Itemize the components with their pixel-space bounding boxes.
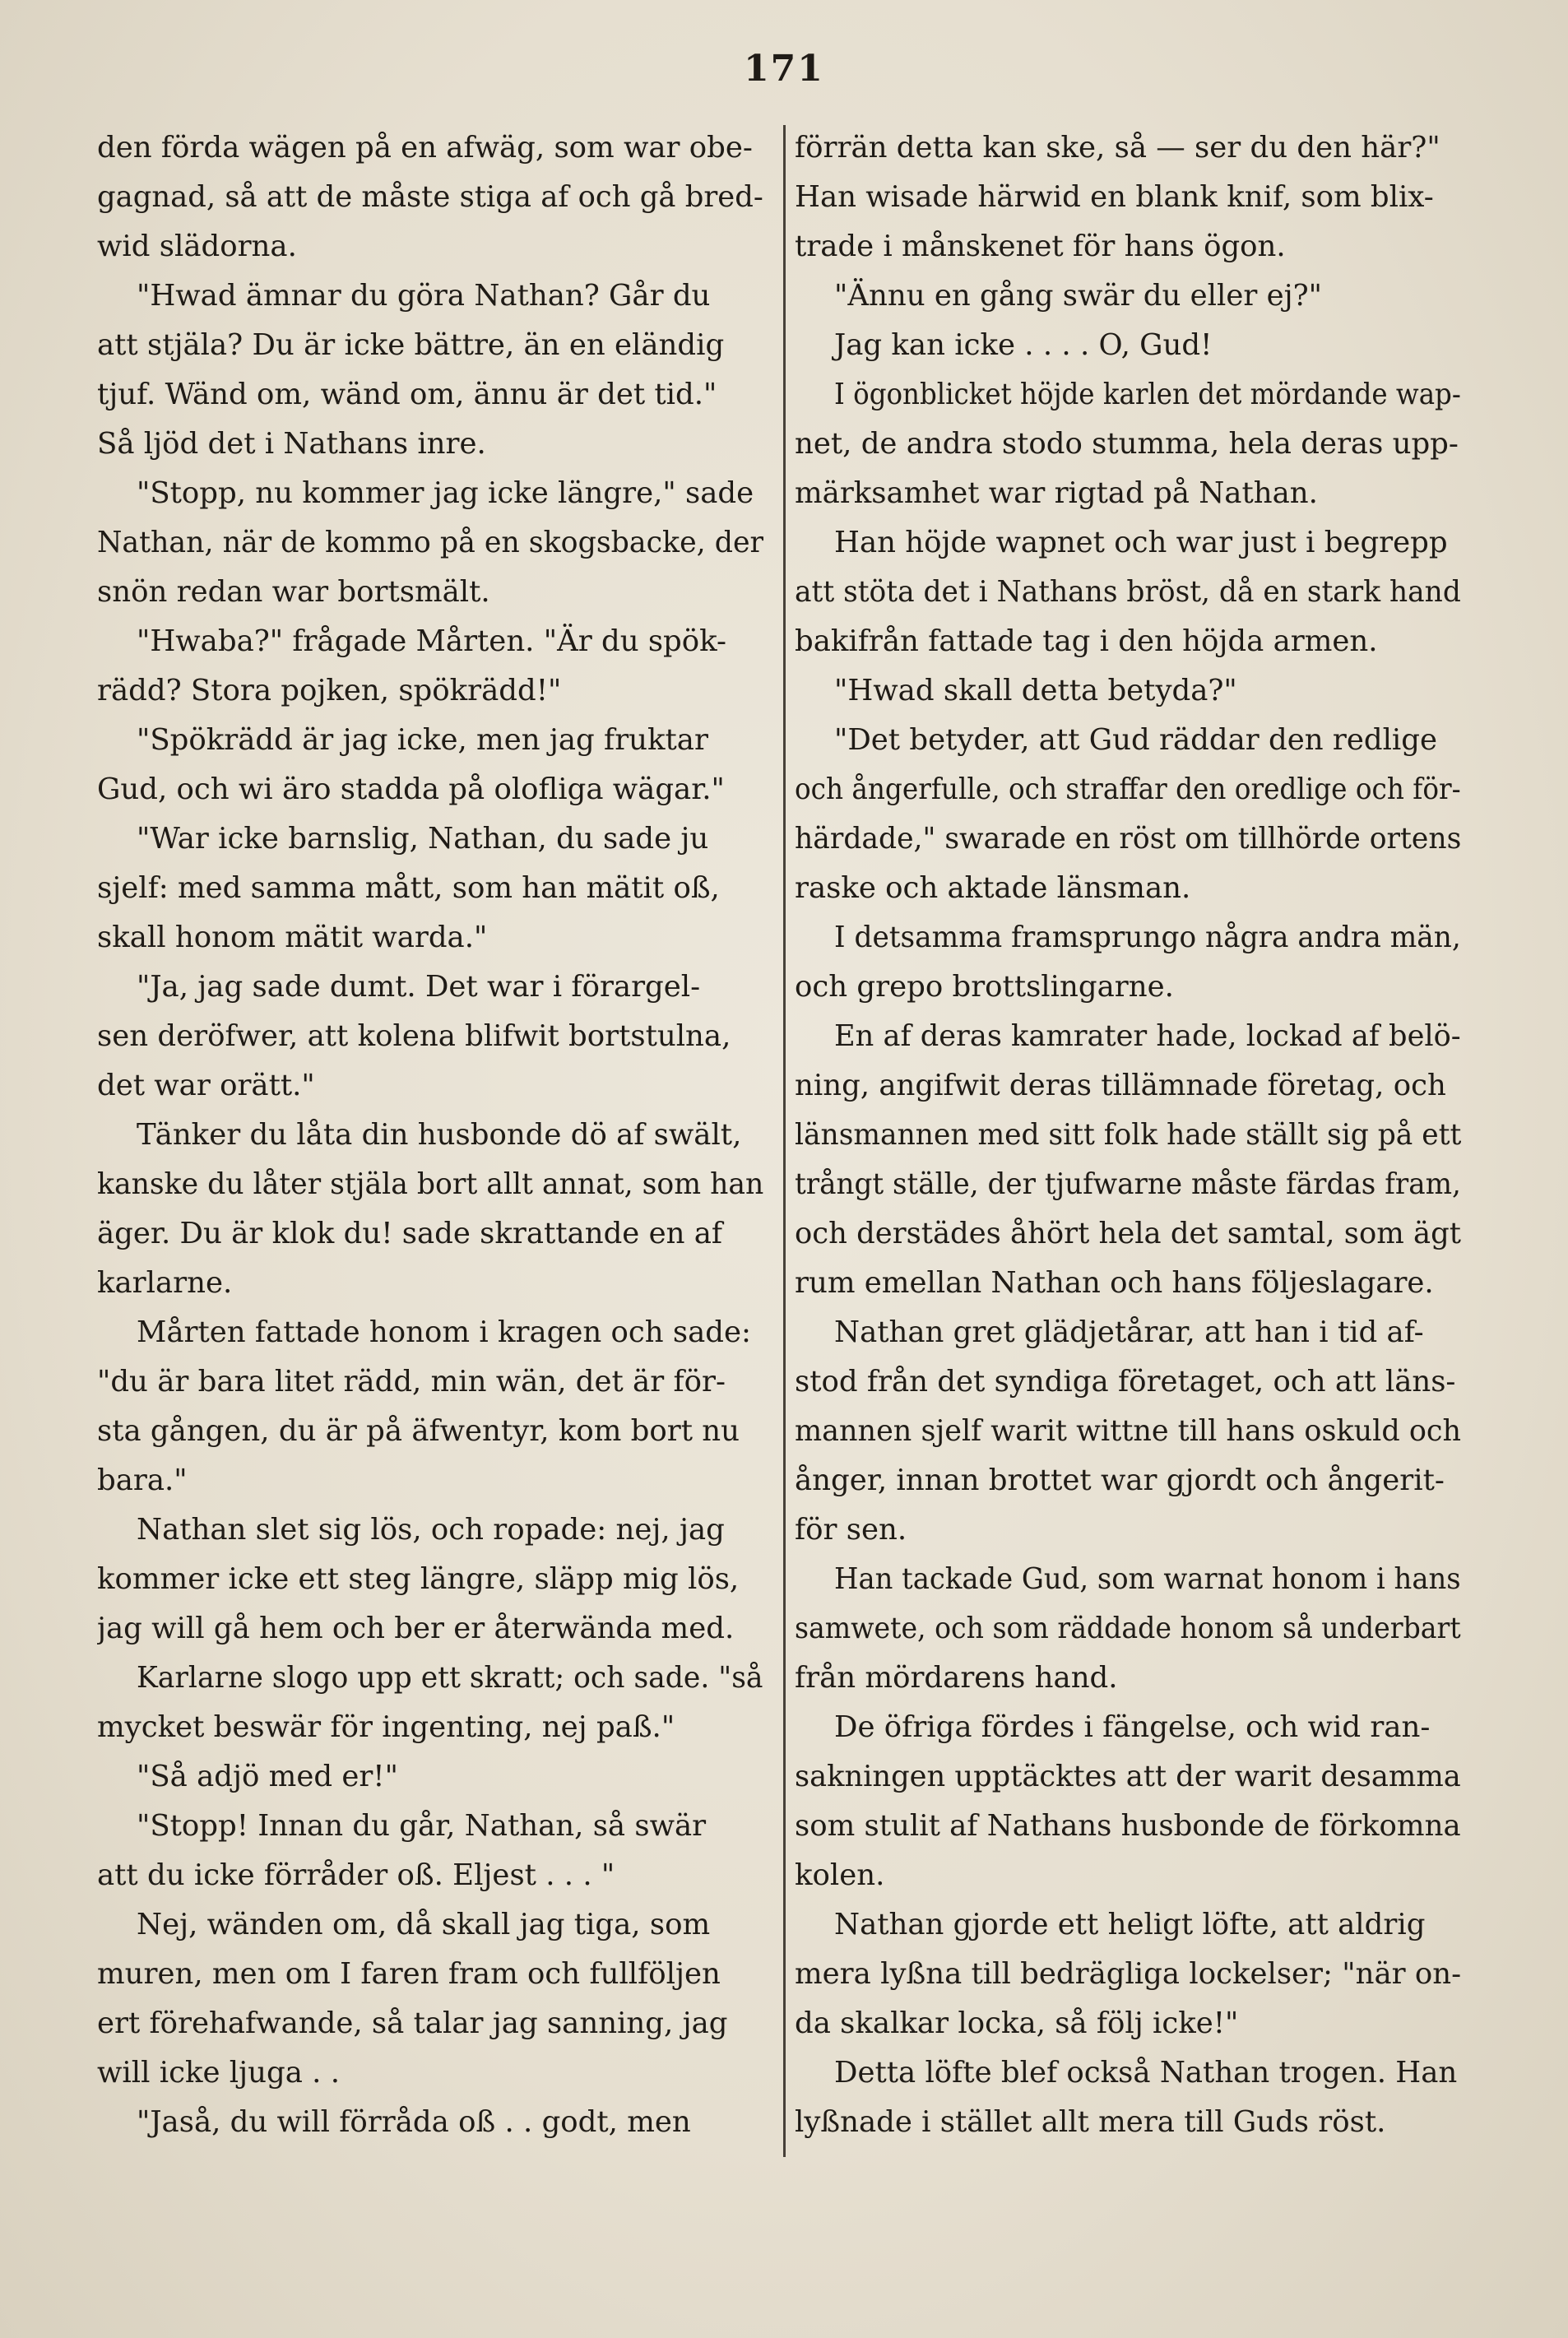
text-line: "Ja, jag sade dumt. Det war i förargel- — [137, 970, 701, 1004]
text-line: sakningen upptäcktes att der warit desamma — [795, 1760, 1461, 1793]
text-line: bakifrån fattade tag i den höjda armen. — [795, 624, 1378, 658]
text-line: sen deröfwer, att kolena blifwit bortstulna, — [97, 1019, 731, 1053]
text-line: märksamhet war rigtad på Nathan. — [795, 476, 1318, 510]
text-line: kanske du låter stjäla bort allt annat, som han — [97, 1167, 763, 1201]
text-line: stod från det syndiga företaget, och att läns- — [795, 1365, 1456, 1399]
text-line: En af deras kamrater hade, lockad af belö- — [834, 1019, 1461, 1053]
text-line: Nathan gjorde ett heligt löfte, att aldrig — [834, 1908, 1426, 1941]
text-line: Karlarne slogo upp ett skratt; och sade. "så — [137, 1661, 763, 1695]
text-line: snön redan war bortsmält. — [97, 575, 490, 609]
text-line: den förda wägen på en afwäg, som war obe- — [97, 131, 753, 165]
text-line: Mårten fattade honom i kragen och sade: — [137, 1315, 751, 1349]
text-line: "Hwad ämnar du göra Nathan? Går du — [137, 279, 711, 313]
text-line: "du är bara litet rädd, min wän, det är för- — [97, 1365, 726, 1399]
text-line: Nathan gret glädjetårar, att han i tid af- — [834, 1315, 1424, 1349]
text-line: ånger, innan brottet war gjordt och ångerit- — [795, 1464, 1445, 1497]
text-line: "Hwaba?" frågade Mårten. "Är du spök- — [137, 624, 727, 658]
text-line: rädd? Stora pojken, spökrädd!" — [97, 674, 562, 707]
text-line: Gud, och wi äro stadda på olofliga wägar." — [97, 772, 725, 806]
text-line: ning, angifwit deras tillämnade företag, och — [795, 1069, 1446, 1102]
text-line: trångt ställe, der tjufwarne måste färdas fram, — [795, 1167, 1461, 1201]
text-line: Tänker du låta din husbonde dö af swält, — [137, 1118, 742, 1152]
text-line: och ångerfulle, och straffar den oredlige och för- — [795, 772, 1461, 806]
text-line: wid slädorna. — [97, 230, 297, 263]
text-line: från mördarens hand. — [795, 1661, 1118, 1695]
text-line: ert förehafwande, så talar jag sanning, jag — [97, 2006, 728, 2040]
text-line: sjelf: med samma mått, som han mätit oß, — [97, 871, 720, 905]
text-line: raske och aktade länsman. — [795, 871, 1191, 905]
text-line: för sen. — [795, 1513, 907, 1547]
right-text-column — [795, 123, 1461, 2147]
text-line: "War icke barnslig, Nathan, du sade ju — [137, 822, 709, 856]
text-line: Han höjde wapnet och war just i begrepp — [834, 526, 1448, 559]
text-line: att stjäla? Du är icke bättre, än en eländig — [97, 328, 725, 362]
text-line: samwete, och som räddade honom så underbart — [795, 1612, 1461, 1645]
text-line: rum emellan Nathan och hans följeslagare. — [795, 1266, 1434, 1300]
text-line: Detta löfte blef också Nathan trogen. Han — [834, 2056, 1458, 2090]
page-number: 171 — [744, 48, 824, 90]
text-line: "Stopp! Innan du går, Nathan, så swär — [137, 1809, 707, 1843]
text-line: I ögonblicket höjde karlen det mördande wap- — [834, 378, 1461, 411]
text-line: De öfriga fördes i fängelse, och wid ran- — [834, 1710, 1431, 1744]
text-line: "Ännu en gång swär du eller ej?" — [834, 279, 1323, 313]
text-line: "Spökrädd är jag icke, men jag fruktar — [137, 723, 708, 757]
text-line: och derstädes åhört hela det samtal, som ägt — [795, 1217, 1461, 1250]
text-line: sta gången, du är på äfwentyr, kom bort nu — [97, 1414, 740, 1448]
text-line: länsmannen med sitt folk hade ställt sig på ett — [795, 1118, 1461, 1152]
text-line: lyßnade i stället allt mera till Guds röst. — [795, 2105, 1386, 2139]
text-line: kommer icke ett steg längre, släpp mig lös, — [97, 1562, 740, 1596]
text-line: bara." — [97, 1464, 188, 1497]
text-line: karlarne. — [97, 1266, 233, 1300]
text-line: I detsamma framsprungo några andra män, — [834, 921, 1461, 954]
text-line: Jag kan icke . . . . O, Gud! — [834, 328, 1213, 362]
text-line: Nathan slet sig lös, och ropade: nej, jag — [137, 1513, 725, 1547]
text-line: Nathan, när de kommo på en skogsbacke, der — [97, 526, 763, 559]
text-line: mycket beswär för ingenting, nej paß." — [97, 1710, 675, 1744]
text-line: att stöta det i Nathans bröst, då en stark hand — [795, 575, 1461, 609]
text-line: Så ljöd det i Nathans inre. — [97, 427, 486, 461]
text-line: mannen sjelf warit wittne till hans oskuld och — [795, 1414, 1461, 1448]
text-line: Han tackade Gud, som warnat honom i hans — [834, 1562, 1461, 1596]
column-divider — [783, 125, 786, 2157]
text-line: "Så adjö med er!" — [137, 1760, 398, 1793]
text-line: det war orätt." — [97, 1069, 315, 1102]
text-line: mera lyßna till bedrägliga lockelser; "när on- — [795, 1957, 1461, 1991]
text-line: Han wisade härwid en blank knif, som blix- — [795, 180, 1434, 214]
text-line: att du icke förråder oß. Eljest . . . " — [97, 1858, 615, 1892]
text-line: trade i månskenet för hans ögon. — [795, 230, 1286, 263]
text-line: da skalkar locka, så följ icke!" — [795, 2006, 1239, 2040]
text-line: som stulit af Nathans husbonde de förkomna — [795, 1809, 1461, 1843]
text-line: härdade," swarade en röst om tillhörde ortens — [795, 822, 1461, 856]
text-line: Nej, wänden om, då skall jag tiga, som — [137, 1908, 711, 1941]
text-line: äger. Du är klok du! sade skrattande en af — [97, 1217, 723, 1250]
text-line: "Hwad skall detta betyda?" — [834, 674, 1237, 707]
text-line: "Jaså, du will förråda oß . . godt, men — [137, 2105, 691, 2139]
text-line: skall honom mätit warda." — [97, 921, 488, 954]
text-line: "Det betyder, att Gud räddar den redlige — [834, 723, 1438, 757]
text-line: förrän detta kan ske, så — ser du den här?" — [795, 131, 1440, 165]
text-line: muren, men om I faren fram och fullföljen — [97, 1957, 721, 1991]
text-line: "Stopp, nu kommer jag icke längre," sade — [137, 476, 754, 510]
text-line: och grepo brottslingarne. — [795, 970, 1174, 1004]
text-line: will icke ljuga . . — [97, 2056, 341, 2090]
text-line: kolen. — [795, 1858, 885, 1892]
text-line: net, de andra stodo stumma, hela deras upp- — [795, 427, 1459, 461]
text-line: gagnad, så att de måste stiga af och gå bred- — [97, 180, 763, 214]
text-line: jag will gå hem och ber er återwända med. — [97, 1612, 735, 1645]
left-text-column — [97, 123, 763, 2147]
text-line: tjuf. Wänd om, wänd om, ännu är det tid." — [97, 378, 717, 411]
